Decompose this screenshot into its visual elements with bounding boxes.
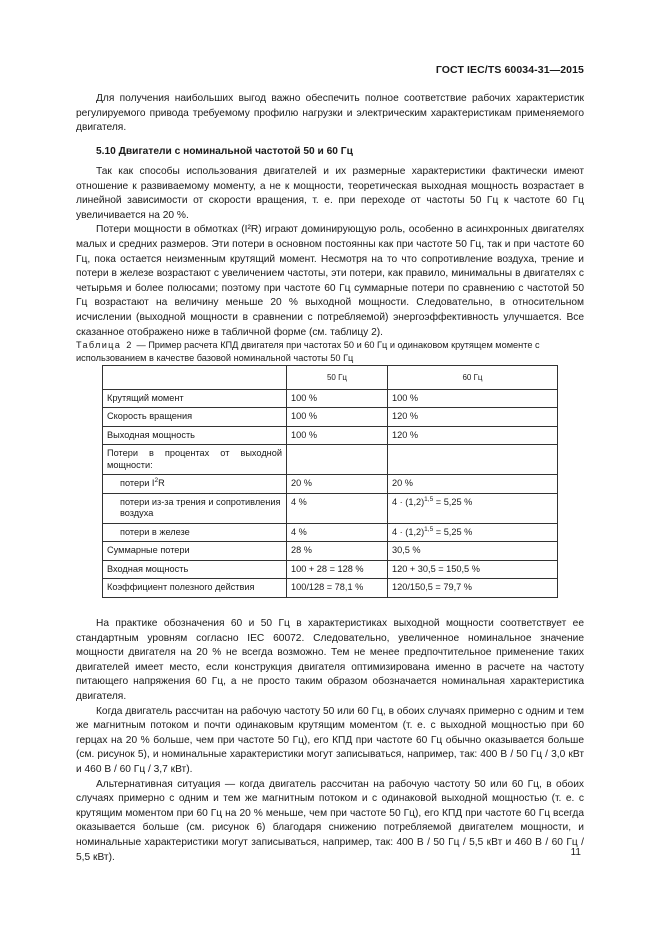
table-caption-label: Таблица (76, 340, 122, 350)
table-row (103, 523, 558, 542)
table-row (103, 579, 558, 598)
cell-50hz: 28 % (287, 542, 388, 561)
after-paragraph-2: Когда двигатель рассчитан на рабочую частоту 50 или 60 Гц, в обоих случаях примерно с одним и тем же магнитным потоком и почти одинаковым крутящим моментом (т. е. с выходной мощностью при 60 герцах на 20 % больше, чем при частоте 50 Гц), его КПД при частоте 60 Гц обычно оказывается больше (см. рисунок 5), и номинальные характеристики могут записываться, например, так: 400 В / 50 Гц / 3,0 кВт и 460 В / 60 Гц / 3,7 кВт). (76, 705, 584, 775)
row-label: Суммарные потери (103, 542, 287, 561)
cell-50hz (287, 445, 388, 475)
row-label: Потери в процентах от выходной мощности: (103, 445, 287, 475)
section-title: 5.10 Двигатели с номинальной частотой 50 и 60 Гц (96, 146, 353, 157)
table-header-empty (103, 366, 287, 390)
row-label: Коэффициент полезного действия (103, 579, 287, 598)
table-caption-number: 2 (126, 340, 132, 350)
row-label: Крутящий момент (103, 389, 287, 408)
table-row (103, 493, 558, 523)
after-table-body (76, 617, 584, 865)
standard-header: ГОСТ IEC/TS 60034-31—2015 (435, 64, 584, 76)
cell-50hz: 100 % (287, 408, 388, 427)
table-header-50hz: 50 Гц (287, 366, 388, 390)
section-paragraph-2: Потери мощности в обмотках (I²R) играют доминирующую роль, особенно в асинхронных двигателях малых и средних размеров. Эти потери в основном постоянны как при частоте 50 Гц, так и при частоте 60 Гц, пока остается неизменным крутящий момент. Несмотря на то что сопротивление воздуха, трение и потери в железе возрастают с увеличением частоты, эти потери, как правило, минимальны в двигателях с четырьмя и более полюсами; поэтому при частоте 60 Гц суммарные потери по сравнению с частотой 50 Гц возрастают на величину меньше 20 % выходной мощности. Следовательно, в относительном исчислении (выходной мощности в сравнении с потребляемой) энергоэффективность улучшается. Все сказанное отображено ниже в табличной форме (см. таблицу 2). (76, 224, 584, 338)
cell-60hz: $4 \cdot (1,2)^{1,5} = 5,25$ % (388, 523, 558, 542)
cell-60hz (388, 445, 558, 475)
cell-50hz: 100 % (287, 426, 388, 445)
cell-60hz: 30,5 % (388, 542, 558, 561)
table-row (103, 389, 558, 408)
table-row (103, 408, 558, 427)
cell-60hz: 120 % (388, 408, 558, 427)
table-caption (76, 339, 584, 364)
cell-60hz: $4 \cdot (1,2)^{1,5} = 5,25$ % (388, 493, 558, 523)
row-label: Входная мощность (103, 560, 287, 579)
cell-50hz: 100 + 28 = 128 % (287, 560, 388, 579)
table-caption-text: — Пример расчета КПД двигателя при частотах 50 и 60 Гц и одинаковом крутящем моменте с использованием в качестве базовой номинальной частоты 50 Гц (76, 340, 540, 363)
table-header-row (103, 366, 558, 390)
row-label: потери из-за трения и сопротивления воздуха (103, 493, 287, 523)
cell-50hz: 4 % (287, 493, 388, 523)
efficiency-table (102, 365, 558, 598)
table-row (103, 426, 558, 445)
cell-50hz: 4 % (287, 523, 388, 542)
page-number: 11 (570, 847, 581, 858)
cell-60hz: 20 % (388, 475, 558, 494)
table-row (103, 542, 558, 561)
row-label: Выходная мощность (103, 426, 287, 445)
after-paragraph-1: На практике обозначения 60 и 50 Гц в характеристиках выходной мощности соответствует ее стандартным уровням согласно IEC 60072. Следовательно, увеличенное номинальное значение мощности двигателя на 20 % не всегда возможно. Тем не менее предпочтительное применение таких двигателей имеет место, если конструкция двигателя оптимизирована именно в расчете на частоту питающего напряжения 60 Гц, а не просто таким образом обозначается номинальная характеристика двигателя. (76, 618, 584, 702)
cell-50hz: 20 % (287, 475, 388, 494)
cell-50hz: 100/128 = 78,1 % (287, 579, 388, 598)
cell-50hz: 100 % (287, 389, 388, 408)
cell-60hz: 120/150,5 = 79,7 % (388, 579, 558, 598)
cell-60hz: 120 % (388, 426, 558, 445)
table-header-60hz: 60 Гц (388, 366, 558, 390)
table-row (103, 475, 558, 494)
section-body (76, 165, 584, 340)
table-row (103, 445, 558, 475)
intro-block (76, 92, 584, 136)
row-label: потери в железе (103, 523, 287, 542)
row-label: Скорость вращения (103, 408, 287, 427)
section-paragraph-1: Так как способы использования двигателей и их размерные характеристики фактически имеют отношение к развиваемому моменту, а не к мощности, теоретическая выходная мощность возрастает в линейной зависимости от скорости вращения, т. е. при переходе от частоты 50 Гц к частоте 60 Гц увеличивается на 20 %. (76, 166, 584, 221)
intro-paragraph: Для получения наибольших выгод важно обеспечить полное соответствие рабочих характеристик регулируемого привода требуемому профилю нагрузки и электрическим характеристикам применяемого двигателя. (76, 93, 584, 134)
cell-60hz: 100 % (388, 389, 558, 408)
row-label: потери $I^2R$ (103, 475, 287, 494)
table-row (103, 560, 558, 579)
after-paragraph-3: Альтернативная ситуация — когда двигатель рассчитан на рабочую частоту 50 или 60 Гц, в обоих случаях примерно с одним и тем же магнитным потоком и с одинаковой выходной мощностью (т. е. с крутящим моментом при 60 Гц на 20 % меньше, чем при частоте 50 Гц), его КПД при частоте 60 Гц всегда оказывается больше (см. рисунок 6) благодаря снижению потребляемой двигателем мощности, и номинальные характеристики могут записываться, например, так: 400 В / 50 Гц / 5,5 кВт и 460 В / 60 Гц / 5,5 кВт). (76, 778, 584, 863)
cell-60hz: 120 + 30,5 = 150,5 % (388, 560, 558, 579)
